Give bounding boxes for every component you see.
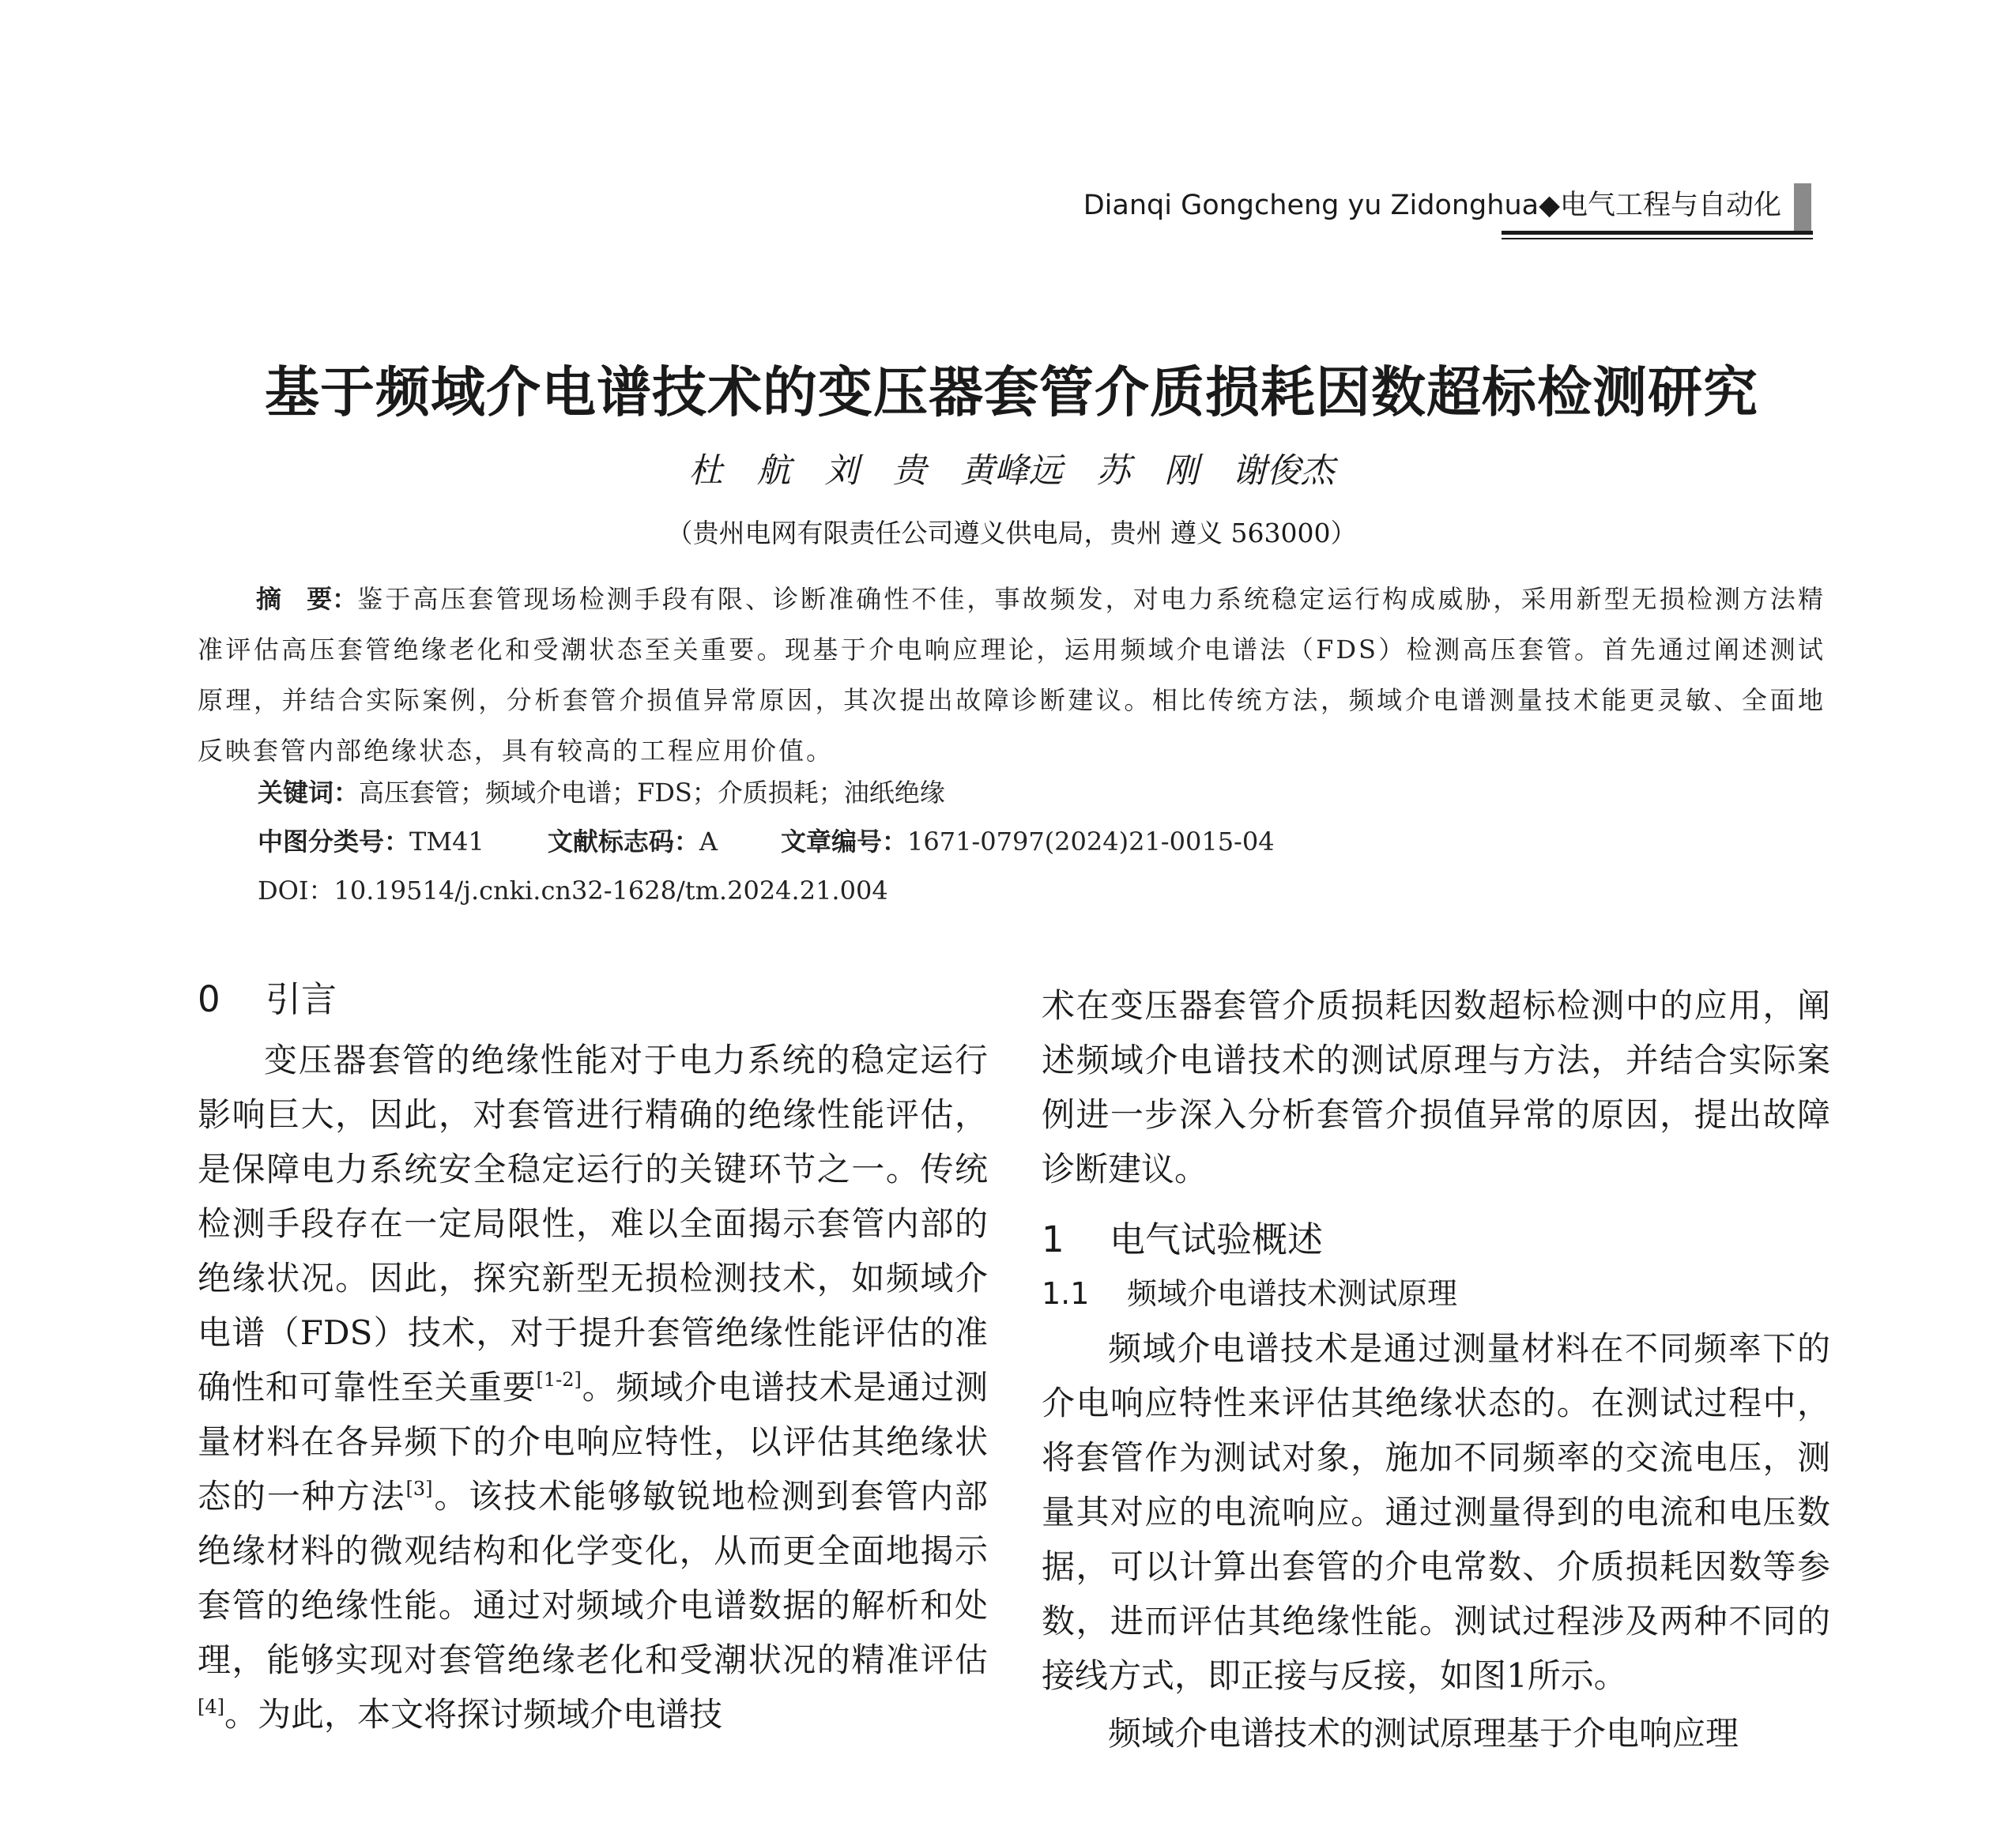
paper-title: 基于频域介电谱技术的变压器套管介质损耗因数超标检测研究 [265,361,1758,424]
section-title: 引言 [266,978,337,1020]
body-column-left [198,972,988,1742]
article-number-label: 文章编号： [780,827,907,857]
journal-name: Dianqi Gongcheng yu Zidonghua◆电气工程与自动化 [1083,190,1781,221]
clc-value: TM41 [409,827,484,857]
section-heading-introduction [198,972,988,1026]
intro-text-d: 。为此，本文将探讨频域介电谱技 [224,1695,723,1734]
abstract [198,574,1826,776]
body-column-right [1042,978,1830,1761]
section-title: 电气试验概述 [1110,1218,1324,1260]
abstract-text: 鉴于高压套管现场检测手段有限、诊断准确性不佳，事故频发，对电力系统稳定运行构成威胁，采用新型无损检测方法精准评估高压套管绝缘老化和受潮状态至关重要。现基于介电响应理论，运用频域介电谱法（FDS）检测高压套管。首先通过阐述测试原理，并结合实际案例，分析套管介损值异常原因，其次提出故障诊断建议。相比传统方法，频域介电谱测量技术能更灵敏、全面地反映套管内部绝缘状态，具有较高的工程应用价值。 [198,584,1826,766]
doi-value: 10.19514/j.cnki.cn32-1628/tm.2024.21.004 [333,876,888,906]
intro-text-a: 变压器套管的绝缘性能对于电力系统的稳定运行影响巨大，因此，对套管进行精确的绝缘性能评估，是保障电力系统安全稳定运行的关键环节之一。传统检测手段存在一定局限性，难以全面揭示套管内部的绝缘状况。因此，探究新型无损检测技术，如频域介电谱（FDS）技术，对于提升套管绝缘性能评估的准确性和可靠性至关重要 [198,1041,988,1407]
keywords-label: 关键词： [258,778,360,808]
doc-code-label: 文献标志码： [547,827,699,857]
doi-label: DOI： [258,876,334,906]
keywords-text: 高压套管；频域介电谱；FDS；介质损耗；油纸绝缘 [359,778,945,808]
doi-line [258,871,888,910]
citation: [4] [198,1696,224,1718]
classification-line [258,822,1275,861]
intro-text-c: 。该技术能够敏锐地检测到套管内部绝缘材料的微观结构和化学变化，从而更全面地揭示套管的绝缘性能。通过对频域介电谱数据的解析和处理，能够实现对套管绝缘老化和受潮状况的精准评估 [198,1477,988,1679]
header-accent-bar [1794,183,1811,232]
citation: [1-2] [536,1369,582,1391]
running-header [1027,183,1813,231]
author-list: 杜 航 刘 贵 黄峰远 苏 刚 谢俊杰 [688,451,1335,491]
keywords-line [258,773,945,812]
principle-paragraph: 频域介电谱技术是通过测量材料在不同频率下的介电响应特性来评估其绝缘状态的。在测试过程中，将套管作为测试对象，施加不同频率的交流电压，测量其对应的电流响应。通过测量得到的电流和电压数据，可以计算出套管的介电常数、介质损耗因数等参数，进而评估其绝缘性能。测试过程涉及两种不同的接线方式，即正接与反接，如图1所示。 [1042,1329,1830,1695]
intro-text-b: 。频域介电谱技术是通过测量材料在各异频下的介电响应特性，以评估其绝缘状态的一种方法 [198,1368,988,1516]
principle-paragraph-2: 频域介电谱技术的测试原理基于介电响应理 [1108,1714,1739,1753]
citation: [3] [405,1478,433,1500]
article-number-value: 1671-0797(2024)21-0015-04 [906,827,1275,857]
section-number: 1 [1042,1218,1065,1260]
introduction-paragraph-continued: 术在变压器套管介质损耗因数超标检测中的应用，阐述频域介电谱技术的测试原理与方法，并结合实际案例进一步深入分析套管介损值异常的原因，提出故障诊断建议。 [1042,986,1830,1188]
introduction-paragraph [198,1033,988,1742]
header-rule-thick [1502,231,1813,235]
clc-label: 中图分类号： [258,827,410,857]
subsection-number: 1.1 [1042,1276,1090,1311]
subsection-title: 频域介电谱技术测试原理 [1127,1276,1458,1311]
affiliation: （贵州电网有限责任公司遵义供电局，贵州 遵义 563000） [666,518,1357,548]
doc-code-value: A [699,827,718,857]
section-heading-electrical-test [1042,1212,1830,1267]
abstract-label: 摘 要： [256,584,358,614]
section-number: 0 [198,978,220,1020]
header-rule-thin [1502,238,1813,239]
subsection-heading-fds-principle [1042,1267,1830,1321]
